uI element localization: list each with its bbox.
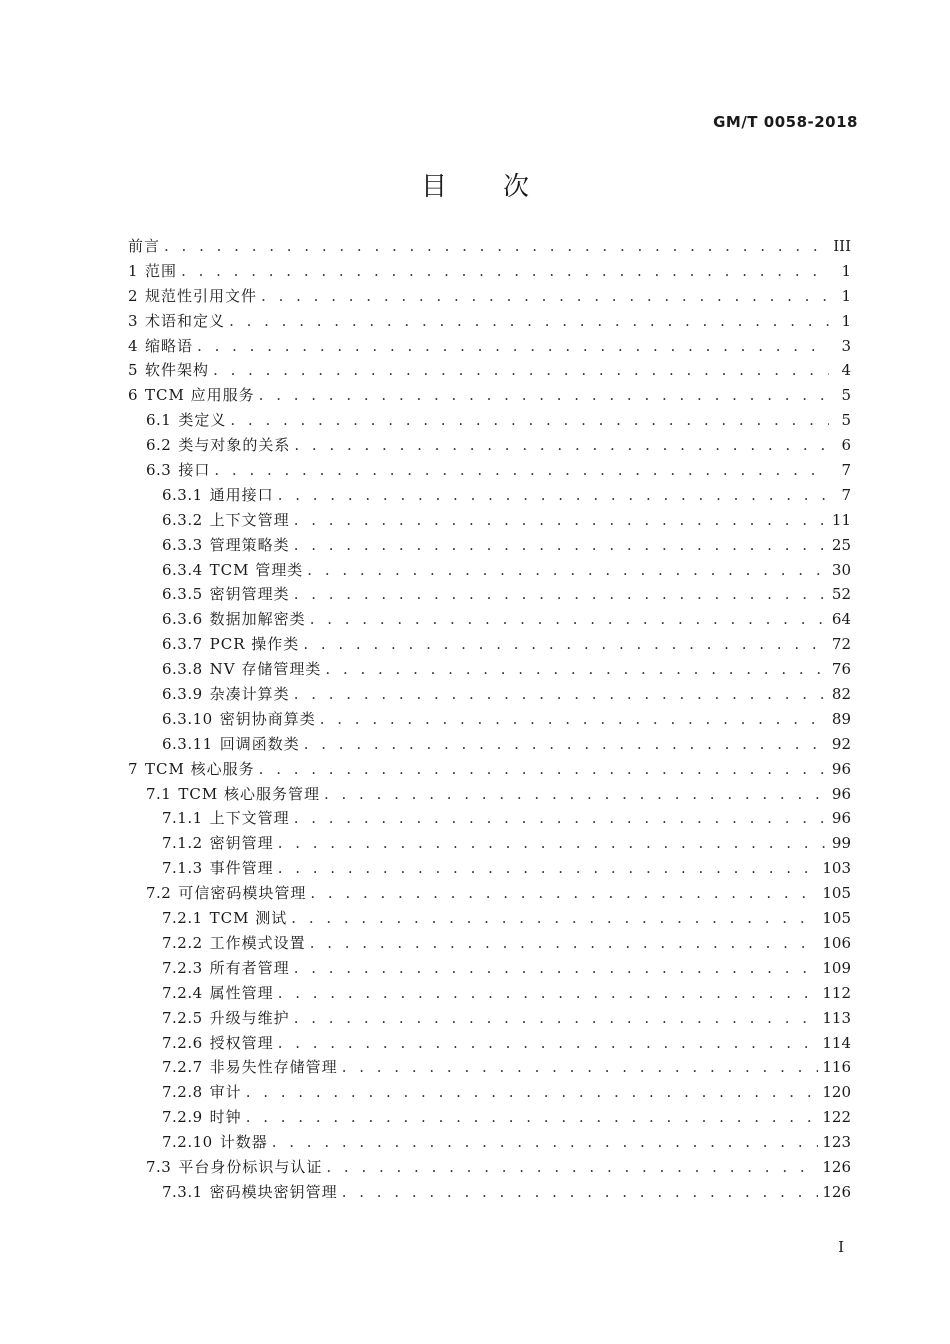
- toc-entry-page: 64: [831, 610, 851, 629]
- toc-leader-dots: [213, 358, 829, 383]
- toc-entry-page: 109: [822, 958, 851, 977]
- toc-entry-number: 4: [128, 336, 139, 355]
- toc-leader-dots: [294, 806, 828, 831]
- toc-entry[interactable]: [128, 483, 851, 508]
- toc-entry-number: 6.3.6: [162, 610, 203, 629]
- toc-entry[interactable]: [128, 1105, 851, 1130]
- toc-entry-number: 6.2: [146, 436, 172, 455]
- toc-entry[interactable]: [128, 383, 851, 408]
- toc-entry[interactable]: [128, 408, 851, 433]
- toc-leader-dots: [259, 383, 829, 408]
- toc-entry-page: 116: [822, 1058, 851, 1077]
- toc-entry[interactable]: [128, 508, 851, 533]
- toc-leader-dots: [229, 309, 829, 334]
- toc-leader-dots: [307, 558, 828, 583]
- toc-entry-label: 平台身份标识与认证: [178, 1157, 323, 1176]
- toc-entry-number: 7.2.1: [162, 909, 203, 928]
- toc-entry-number: 6.3.11: [162, 734, 213, 753]
- toc-entry-page: 96: [831, 809, 851, 828]
- toc-entry-number: 7.2.4: [162, 983, 203, 1002]
- toc-entry-page: 72: [831, 635, 851, 654]
- toc-leader-dots: [304, 732, 828, 757]
- toc-entry-number: 7.2.10: [162, 1133, 213, 1152]
- toc-entry-page: 76: [831, 660, 851, 679]
- toc-entry-page: 5: [841, 386, 851, 405]
- toc-entry[interactable]: [128, 558, 851, 583]
- toc-entry-label: TCM 管理类: [209, 560, 304, 579]
- toc-leader-dots: [342, 1180, 819, 1205]
- toc-leader-dots: [294, 582, 828, 607]
- toc-entry-number: 6.3.2: [162, 510, 203, 529]
- toc-entry-number: 6: [128, 386, 139, 405]
- document-code: GM/T 0058-2018: [713, 113, 858, 131]
- toc-entry-number: 7.1.2: [162, 834, 203, 853]
- toc-leader-dots: [294, 1006, 819, 1031]
- toc-entry-number: 7.3: [146, 1157, 172, 1176]
- toc-entry-label: 可信密码模块管理: [178, 884, 307, 903]
- toc-entry-number: 6.1: [146, 411, 172, 430]
- toc-leader-dots: [310, 881, 818, 906]
- toc-entry-number: 6.3.3: [162, 535, 203, 554]
- toc-entry-page: 106: [822, 933, 851, 952]
- toc-entry-number: 7.2.2: [162, 933, 203, 952]
- toc-entry-label: 密钥协商算类: [219, 709, 316, 728]
- toc-leader-dots: [294, 956, 819, 981]
- toc-leader-dots: [214, 458, 829, 483]
- toc-entry-label: 升级与维护: [209, 1008, 290, 1027]
- toc-entry-label: 密钥管理: [209, 834, 274, 853]
- toc-entry-number: 6.3.4: [162, 560, 203, 579]
- toc-entry-label: 软件架构: [145, 361, 210, 380]
- toc-entry[interactable]: [128, 757, 851, 782]
- toc-entry-page: 4: [841, 361, 851, 380]
- toc-entry-page: 126: [822, 1157, 851, 1176]
- toc-entry[interactable]: [128, 981, 851, 1006]
- toc-entry-page: 89: [831, 709, 851, 728]
- toc-entry-page: 113: [822, 1008, 851, 1027]
- toc-leader-dots: [342, 1055, 819, 1080]
- toc-entry-label: 杂凑计算类: [209, 685, 290, 704]
- toc-entry-page: 114: [822, 1033, 851, 1052]
- toc-entry[interactable]: [128, 881, 851, 906]
- toc-leader-dots: [310, 607, 828, 632]
- toc-entry-page: 126: [822, 1182, 851, 1201]
- toc-entry[interactable]: [128, 806, 851, 831]
- toc-entry[interactable]: [128, 657, 851, 682]
- toc-leader-dots: [320, 707, 828, 732]
- toc-entry[interactable]: [128, 234, 851, 259]
- toc-entry-number: 7.2.6: [162, 1033, 203, 1052]
- toc-entry-number: 7.2.8: [162, 1083, 203, 1102]
- toc-leader-dots: [291, 906, 818, 931]
- toc-entry-label: 类与对象的关系: [178, 436, 291, 455]
- toc-entry[interactable]: [128, 582, 851, 607]
- toc-leader-dots: [259, 757, 828, 782]
- toc-entry-number: 6.3.8: [162, 660, 203, 679]
- toc-entry-page: 1: [841, 311, 851, 330]
- toc-entry-label: 时钟: [209, 1108, 242, 1127]
- toc-leader-dots: [272, 1130, 819, 1155]
- toc-leader-dots: [278, 831, 828, 856]
- toc-entry-label: TCM 核心服务管理: [178, 784, 320, 803]
- toc-entry[interactable]: [128, 956, 851, 981]
- toc-entry-number: 7.2: [146, 884, 172, 903]
- page-title: 目次: [420, 172, 585, 202]
- toc-entry[interactable]: [128, 1130, 851, 1155]
- toc-entry-page: 3: [841, 336, 851, 355]
- toc-entry-page: 1: [841, 286, 851, 305]
- toc-entry-page: 11: [831, 510, 851, 529]
- toc-entry-number: 6.3.9: [162, 685, 203, 704]
- toc-leader-dots: [303, 632, 828, 657]
- toc-leader-dots: [230, 408, 829, 433]
- toc-entry[interactable]: [128, 906, 851, 931]
- toc-entry-label: 规范性引用文件: [145, 286, 258, 305]
- toc-entry-number: 6.3.1: [162, 485, 203, 504]
- toc-entry-page: 7: [841, 485, 851, 504]
- toc-entry-number: 7.3.1: [162, 1182, 203, 1201]
- toc-entry-label: PCR 操作类: [209, 635, 300, 654]
- toc-entry-label: TCM 核心服务: [145, 759, 255, 778]
- toc-entry-page: 30: [831, 560, 851, 579]
- toc-entry[interactable]: [128, 1055, 851, 1080]
- toc-entry[interactable]: [128, 607, 851, 632]
- toc-leader-dots: [310, 931, 819, 956]
- toc-leader-dots: [278, 856, 819, 881]
- toc-entry[interactable]: [128, 682, 851, 707]
- toc-entry[interactable]: [128, 259, 851, 284]
- toc-entry-page: 6: [841, 436, 851, 455]
- toc-entry-number: 6.3.7: [162, 635, 203, 654]
- toc-entry-label: 范围: [145, 261, 178, 280]
- toc-entry-label: 接口: [178, 461, 211, 480]
- toc-entry-number: 5: [128, 361, 139, 380]
- toc-entry-page: 105: [822, 884, 851, 903]
- toc-entry-label: 计数器: [219, 1133, 268, 1152]
- toc-entry-number: 7.2.5: [162, 1008, 203, 1027]
- toc-entry[interactable]: [128, 931, 851, 956]
- toc-entry-label: TCM 测试: [209, 909, 288, 928]
- table-of-contents: [128, 234, 851, 1205]
- toc-entry-label: 前言: [128, 237, 161, 255]
- toc-entry-label: 通用接口: [209, 485, 274, 504]
- toc-entry-number: 2: [128, 286, 139, 305]
- toc-entry[interactable]: [128, 1080, 851, 1105]
- toc-entry-page: 5: [841, 411, 851, 430]
- toc-entry-number: 7: [128, 759, 139, 778]
- toc-entry-label: 审计: [209, 1083, 242, 1102]
- toc-entry[interactable]: [128, 458, 851, 483]
- toc-entry-page: 1: [841, 261, 851, 280]
- toc-leader-dots: [278, 1031, 819, 1056]
- toc-leader-dots: [294, 433, 829, 458]
- page-number: I: [838, 1238, 844, 1256]
- toc-entry-number: 1: [128, 261, 139, 280]
- toc-entry[interactable]: [128, 856, 851, 881]
- toc-entry-number: 3: [128, 311, 139, 330]
- toc-entry-label: 密钥管理类: [209, 585, 290, 604]
- toc-entry-page: 105: [822, 909, 851, 928]
- toc-entry-page: 25: [831, 535, 851, 554]
- toc-entry-page: 123: [822, 1133, 851, 1152]
- toc-entry[interactable]: [128, 284, 851, 309]
- toc-entry-number: 7.1.1: [162, 809, 203, 828]
- toc-entry[interactable]: [128, 782, 851, 807]
- toc-leader-dots: [294, 533, 828, 558]
- toc-entry-label: 管理策略类: [209, 535, 290, 554]
- toc-leader-dots: [278, 981, 819, 1006]
- toc-entry-label: 上下文管理: [209, 809, 290, 828]
- toc-entry-number: 7.1: [146, 784, 172, 803]
- toc-leader-dots: [246, 1080, 819, 1105]
- toc-entry-label: NV 存储管理类: [209, 660, 322, 679]
- toc-entry-number: 6.3.10: [162, 709, 213, 728]
- toc-leader-dots: [324, 782, 828, 807]
- toc-entry-page: 120: [822, 1083, 851, 1102]
- toc-entry-page: 103: [822, 859, 851, 878]
- toc-entry-label: 非易失性存储管理: [209, 1058, 338, 1077]
- toc-entry[interactable]: [128, 632, 851, 657]
- toc-entry-page: 112: [822, 983, 851, 1002]
- toc-entry-page: 96: [831, 784, 851, 803]
- toc-entry[interactable]: [128, 433, 851, 458]
- toc-entry-label: 工作模式设置: [209, 933, 306, 952]
- toc-entry-label: 密码模块密钥管理: [209, 1182, 338, 1201]
- toc-leader-dots: [261, 284, 829, 309]
- toc-entry-number: 7.2.3: [162, 958, 203, 977]
- toc-entry-label: 类定义: [178, 411, 227, 430]
- toc-entry-page: III: [833, 237, 851, 255]
- toc-entry-number: 6.3: [146, 461, 172, 480]
- toc-entry-label: 所有者管理: [209, 958, 290, 977]
- toc-leader-dots: [246, 1105, 819, 1130]
- toc-entry-label: 事件管理: [209, 859, 274, 878]
- toc-entry[interactable]: [128, 707, 851, 732]
- toc-entry-number: 7.2.7: [162, 1058, 203, 1077]
- toc-entry-page: 122: [822, 1108, 851, 1127]
- toc-entry[interactable]: [128, 309, 851, 334]
- toc-entry-label: TCM 应用服务: [145, 386, 255, 405]
- toc-entry[interactable]: [128, 732, 851, 757]
- toc-entry-label: 属性管理: [209, 983, 274, 1002]
- toc-leader-dots: [326, 1155, 818, 1180]
- toc-entry-label: 缩略语: [145, 336, 194, 355]
- toc-entry-number: 7.2.9: [162, 1108, 203, 1127]
- toc-leader-dots: [181, 259, 829, 284]
- toc-leader-dots: [278, 483, 829, 508]
- toc-entry-number: 7.1.3: [162, 859, 203, 878]
- toc-leader-dots: [164, 234, 829, 259]
- toc-entry-label: 上下文管理: [209, 510, 290, 529]
- toc-entry[interactable]: [128, 1031, 851, 1056]
- toc-entry-label: 术语和定义: [145, 311, 226, 330]
- toc-entry[interactable]: [128, 831, 851, 856]
- toc-leader-dots: [294, 682, 828, 707]
- toc-leader-dots: [325, 657, 828, 682]
- toc-entry-page: 99: [831, 834, 851, 853]
- toc-entry-page: 96: [831, 759, 851, 778]
- toc-entry-page: 52: [831, 585, 851, 604]
- toc-entry-page: 7: [841, 461, 851, 480]
- toc-entry-number: 6.3.5: [162, 585, 203, 604]
- toc-entry[interactable]: [128, 334, 851, 359]
- toc-entry-page: 92: [831, 734, 851, 753]
- toc-entry-page: 82: [831, 685, 851, 704]
- toc-entry[interactable]: [128, 1006, 851, 1031]
- toc-entry[interactable]: [128, 1180, 851, 1205]
- toc-entry-label: 数据加解密类: [209, 610, 306, 629]
- toc-leader-dots: [294, 508, 828, 533]
- toc-entry[interactable]: [128, 358, 851, 383]
- toc-entry-label: 授权管理: [209, 1033, 274, 1052]
- toc-entry-label: 回调函数类: [219, 734, 300, 753]
- toc-leader-dots: [197, 334, 829, 359]
- toc-entry[interactable]: [128, 533, 851, 558]
- toc-entry[interactable]: [128, 1155, 851, 1180]
